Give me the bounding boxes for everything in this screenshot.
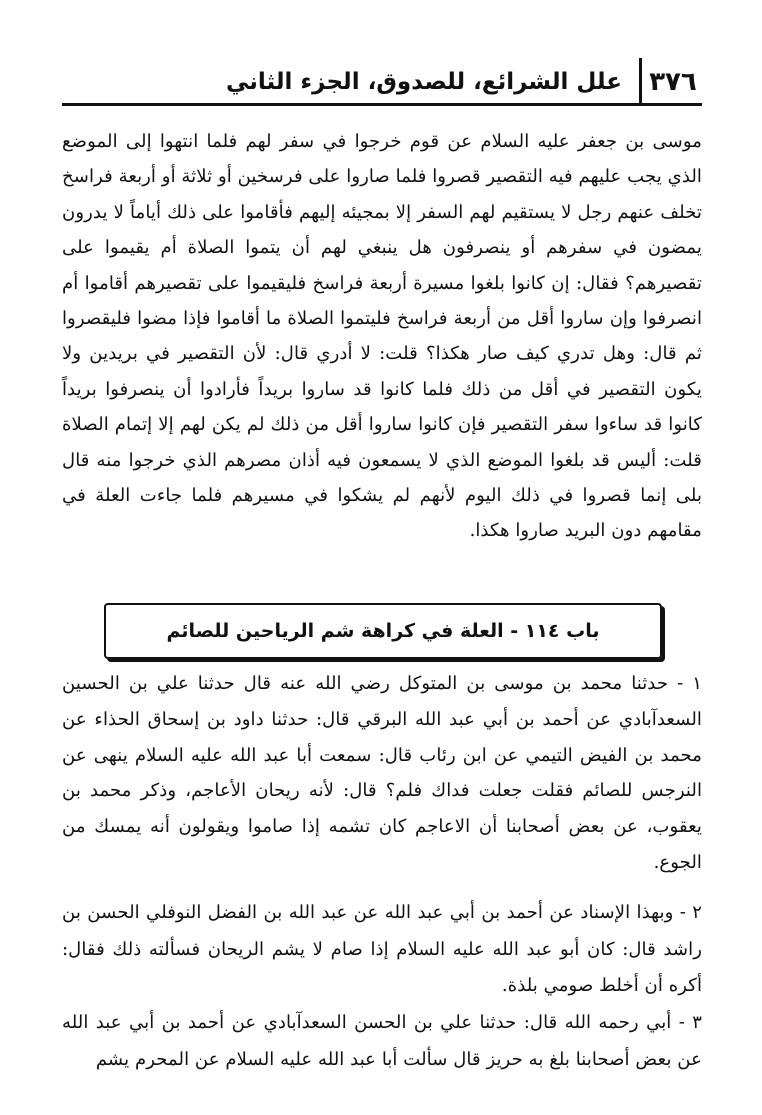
hadith-3: ٣ - أبي رحمه الله قال: حدثنا علي بن الحسن السعدآبادي عن أحمد بن أبي عبد الله عن بعض أصحابنا بلغ به حريز قال سألت أبا عبد الله عليه السلام عن المحرم يشم — [62, 1012, 702, 1070]
page-header — [62, 58, 702, 104]
chapter-heading-box — [104, 603, 662, 659]
chapter-title: باب ١١٤ - العلة في كراهة شم الرياحين للصائم — [166, 620, 600, 642]
body-paragraph-continued: موسى بن جعفر عليه السلام عن قوم خرجوا في سفر لهم فلما انتهوا إلى الموضع الذي يجب عليهم فيه التقصير قصروا فلما صاروا على فرسخين أو ثلاثة أو أربعة فراسخ تخلف عنهم رجل لا يستقيم لهم السفر إلا بمجيئه إليهم فأقاموا على ذلك أياماً لا يدرون يمضون في سفرهم أو ينصرفون هل ينبغي لهم أن يتموا الصلاة أم يقيموا على تقصيرهم؟ فقال: إن كانوا بلغوا مسيرة أربعة فراسخ فليقيموا على تقصيرهم أقاموا أم انصرفوا وإن ساروا أقل من أربعة فراسخ فليتموا الصلاة ما أقاموا فإذا مضوا فليقصروا ثم قال: وهل تدري كيف صار هكذا؟ قلت: لا أدري قال: لأن التقصير في بريدين ولا يكون التقصير في أقل من ذلك فلما كانوا قد ساروا بريداً فأرادوا أن ينصرفوا بريداً كانوا قد ساءوا سفر التقصير فإن كانوا ساروا أقل من ذلك لم يكن لهم إلا إتمام الصلاة قلت: أليس قد بلغوا الموضع الذي لا يسمعون فيه أذان مصرهم الذي خرجوا منه قال بلى إنما قصروا في ذلك اليوم لأنهم لم يشكوا في مسيرهم فلما جاءت العلة في مقامهم دون البريد صاروا هكذا. — [62, 131, 702, 542]
hadith-1: ١ - حدثنا محمد بن موسى بن المتوكل رضي الله عنه قال حدثنا علي بن الحسين السعدآبادي عن أحمد بن أبي عبد الله البرقي قال: حدثنا داود بن إسحاق الحذاء عن محمد بن الفيض التيمي عن ابن رئاب قال: سمعت أبا عبد الله عليه السلام ينهى عن النرجس للصائم فقلت جعلت فداك فلم؟ قال: لأنه ريحان الأعاجم، وذكر محمد بن يعقوب، عن بعض أصحابنا أن الاعاجم كان تشمه إذا صاموا ويقولون أنه يمسك من الجوع. — [62, 673, 702, 873]
header-divider — [639, 58, 642, 104]
running-title: علل الشرائع، للصدوق، الجزء الثاني — [225, 69, 622, 95]
header-rule — [62, 103, 702, 106]
page-number: ٣٧٦ — [649, 67, 697, 97]
hadith-2: ٢ - وبهذا الإسناد عن أحمد بن أبي عبد الله عن عبد الله بن الفضل النوفلي الحسن بن راشد قال: كان أبو عبد الله عليه السلام إذا صام لا يشم الريحان فسألته ذلك فقال: أكره أن أخلط صومي بلذة. — [62, 902, 702, 996]
